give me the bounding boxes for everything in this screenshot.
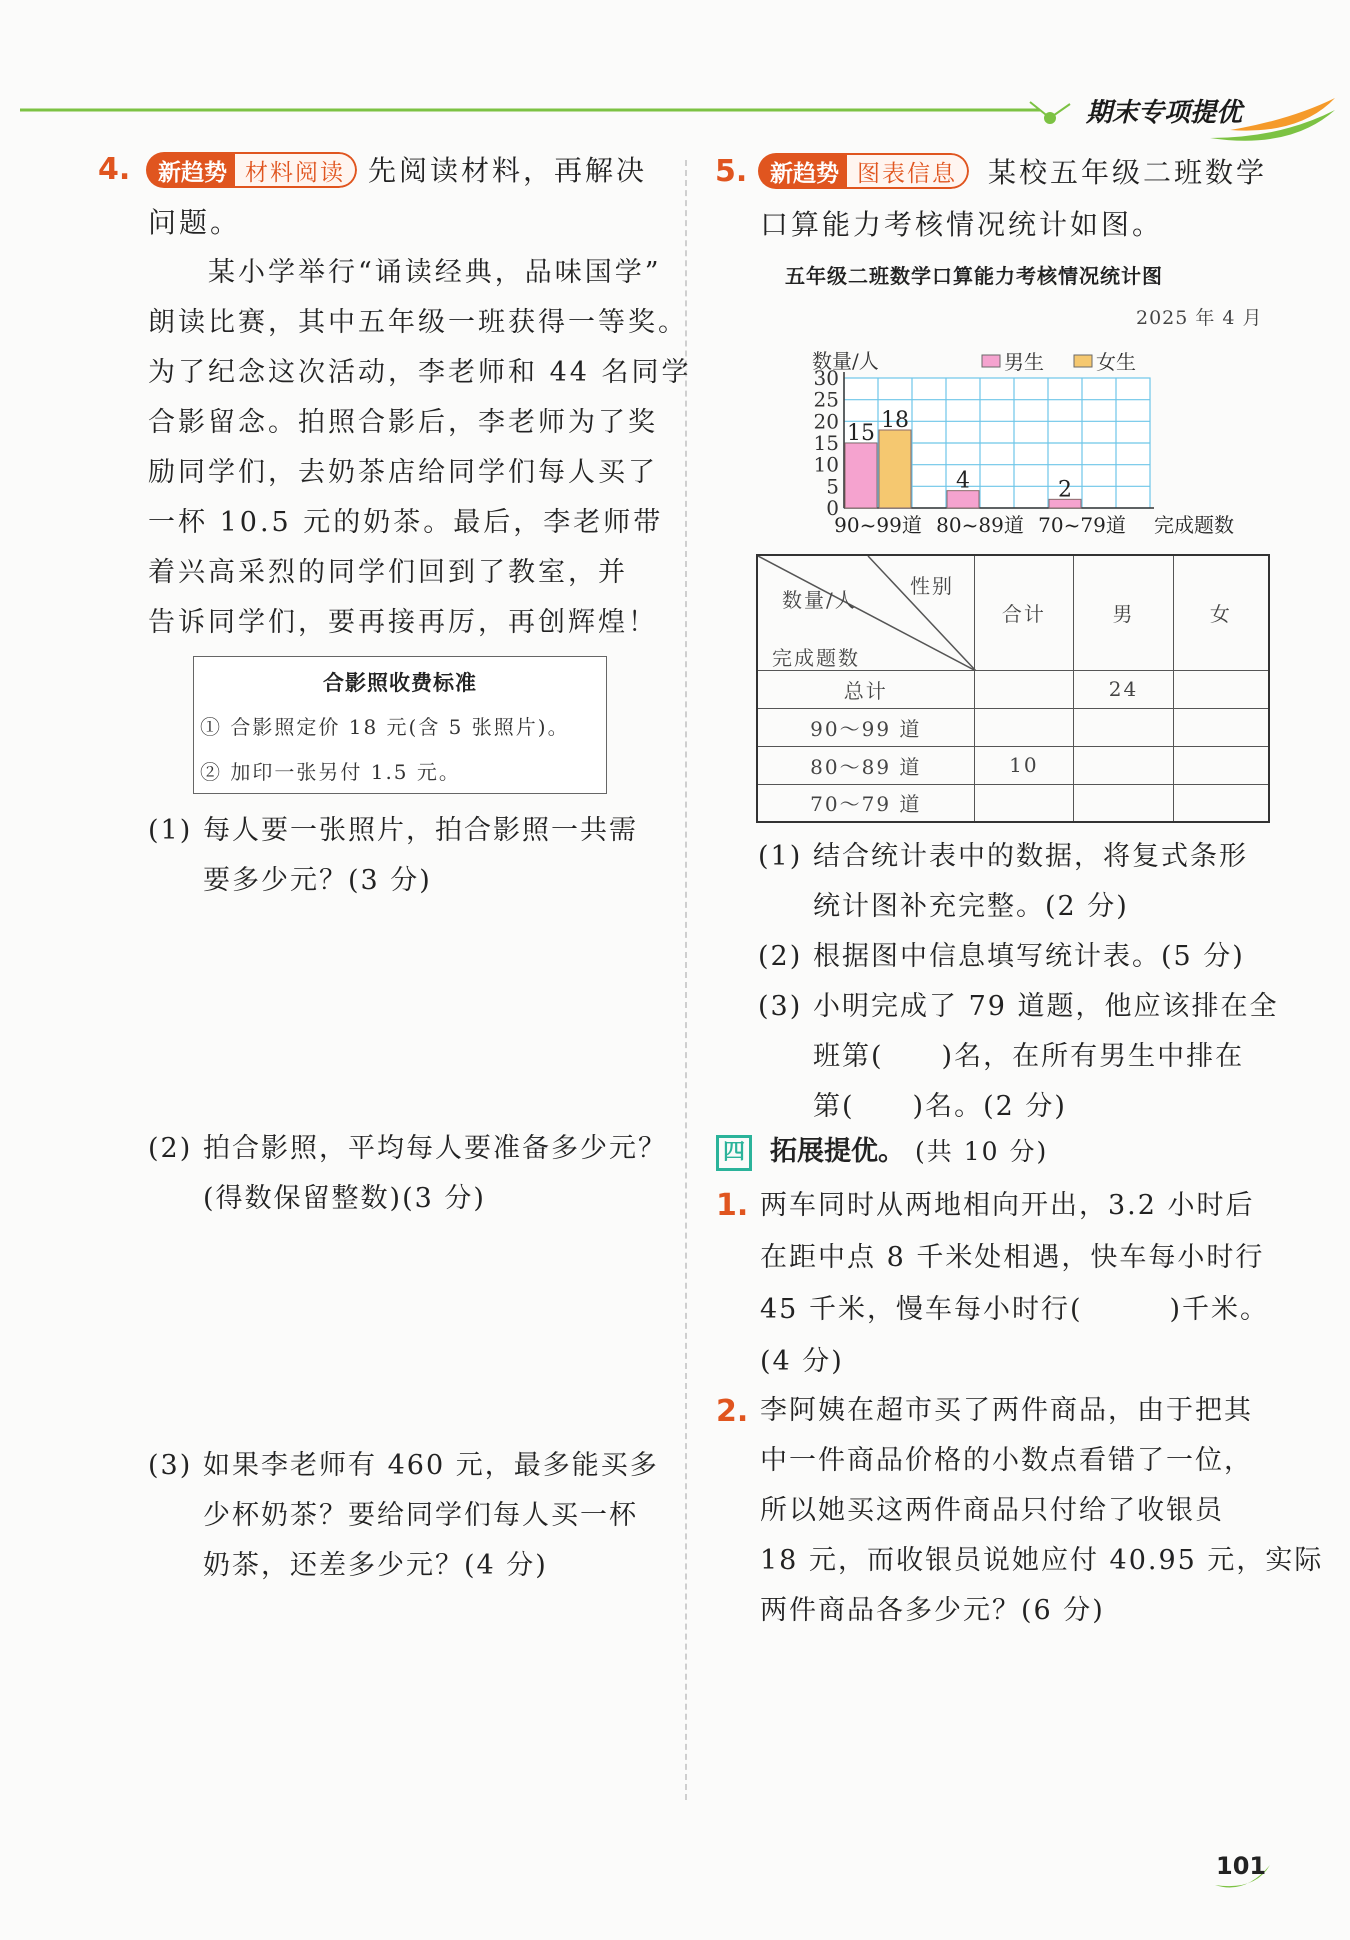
legend-swatch: [1074, 355, 1092, 367]
y-tick-label: 20: [813, 409, 839, 434]
q5-sub1-line2: 统计图补充完整。(2 分): [813, 891, 1129, 922]
material-line: 一杯 10.5 元的奶茶。最后，李老师带: [148, 507, 664, 538]
q5-sub2-line1: 根据图中信息填写统计表。(5 分): [813, 941, 1245, 972]
q4-tag-main: 新趋势: [146, 152, 235, 188]
corner-gender: 性别: [910, 574, 954, 598]
fee-item: ① 合影照定价 18 元(含 5 张照片)。: [200, 715, 570, 739]
data-label: 2: [1058, 477, 1072, 503]
q5-sub3-line2: 班第( )名，在所有男生中排在: [813, 1041, 1245, 1072]
page-number: 101: [1216, 1852, 1267, 1880]
q5-sub3-line3: 第( )名。(2 分): [813, 1091, 1067, 1122]
problem2-text: [760, 1386, 1323, 1636]
fee-box: [193, 656, 607, 794]
bar-female: [879, 430, 911, 508]
q4-intro-line1: 先阅读材料，再解决: [368, 154, 648, 187]
material-line: 某小学举行“诵读经典，品味国学”: [208, 257, 662, 288]
q4-sub3-label: (3): [148, 1450, 193, 1481]
table-cell[interactable]: [1074, 708, 1174, 746]
material-line: 励同学们，去奶茶店给同学们每人买了: [148, 457, 658, 488]
y-axis-label: 数量/人: [812, 349, 879, 373]
table-cell[interactable]: [974, 708, 1074, 746]
q5-sub1-line1: 结合统计表中的数据，将复式条形: [813, 841, 1248, 872]
column-divider: [685, 160, 687, 1800]
problem1-line: 在距中点 8 千米处相遇，快车每小时行: [760, 1242, 1265, 1273]
x-axis-label: 完成题数: [1154, 513, 1234, 537]
q5-tag-main: 新趋势: [758, 153, 847, 189]
table-row: [757, 670, 1269, 708]
q4-sub3-line3: 奶茶，还差多少元？(4 分): [203, 1550, 548, 1581]
legend-swatch: [982, 355, 1000, 367]
problem2-line: 所以她买这两件商品只付给了收银员: [760, 1495, 1224, 1526]
q4-intro-line2: 问题。: [148, 206, 242, 239]
q5-intro-line2: 口算能力考核情况统计如图。: [760, 208, 1164, 241]
legend-label: 女生: [1096, 350, 1136, 374]
table-cell[interactable]: [1173, 784, 1269, 822]
y-tick-label: 15: [813, 431, 839, 455]
section4-points: (共 10 分): [915, 1137, 1049, 1166]
q4-sub3-line2: 少杯奶茶？要给同学们每人买一杯: [203, 1500, 638, 1531]
fee-box-title: 合影照收费标准: [323, 671, 477, 695]
data-label: 15: [847, 421, 875, 446]
table-header: 合计: [974, 555, 1074, 670]
chart-title: 五年级二班数学口算能力考核情况统计图: [785, 264, 1163, 288]
q4-sub1-line2: 要多少元？(3 分): [203, 865, 432, 896]
table-cell[interactable]: [1173, 746, 1269, 784]
row-label: 90～99 道: [757, 708, 974, 746]
q4-material: [148, 248, 692, 648]
row-label: 70～79 道: [757, 784, 974, 822]
fee-item: ② 加印一张另付 1.5 元。: [200, 760, 461, 784]
q5-number: 5.: [715, 154, 748, 189]
q5-sub3-label: (3): [758, 991, 803, 1022]
section-title: 期末专项提优: [1086, 98, 1243, 128]
table-cell[interactable]: [1074, 746, 1174, 784]
q4-tag: [146, 152, 357, 188]
q5-sub2-label: (2): [758, 941, 803, 972]
problem2-line: 18 元，而收银员说她应付 40.95 元，实际: [760, 1545, 1324, 1576]
q4-sub1-label: (1): [148, 815, 193, 846]
q5-tag: [758, 153, 969, 189]
q4-sub2-line1: 拍合影照，平均每人要准备多少元？: [203, 1133, 667, 1164]
section4-title: 拓展提优。: [770, 1136, 905, 1167]
y-tick-label: 25: [813, 387, 839, 412]
problem2-number: 2.: [716, 1394, 749, 1429]
table-cell[interactable]: 10: [974, 746, 1074, 784]
problem1-line: 两车同时从两地相向开出，3.2 小时后: [760, 1190, 1255, 1221]
material-line: 朗读比赛，其中五年级一班获得一等奖。: [148, 307, 688, 338]
y-tick-label: 5: [826, 474, 839, 499]
table-cell[interactable]: [974, 670, 1074, 708]
q5-sub3-line1: 小明完成了 79 道题，他应该排在全: [813, 991, 1279, 1022]
table-header: 女: [1173, 555, 1269, 670]
table-row: [757, 708, 1269, 746]
data-label: 4: [956, 468, 970, 494]
q4-sub2-line2: (得数保留整数)(3 分): [203, 1183, 486, 1214]
material-line: 告诉同学们，要再接再厉，再创辉煌！: [148, 607, 658, 638]
q5-tag-sub: 图表信息: [847, 153, 969, 189]
data-label: 18: [881, 408, 909, 433]
table-cell[interactable]: 24: [1074, 670, 1174, 708]
table-row: [757, 746, 1269, 784]
legend-label: 男生: [1004, 350, 1044, 374]
q5-sub1-label: (1): [758, 841, 803, 872]
bar-chart: [760, 340, 1280, 550]
problem1-line: 45 千米，慢车每小时行( )千米。: [760, 1294, 1270, 1325]
problem2-line: 李阿姨在超市买了两件商品，由于把其: [760, 1395, 1253, 1426]
corner-questions: 完成题数: [772, 646, 860, 670]
corner-count: 数量/人: [782, 588, 857, 612]
table-cell[interactable]: [1173, 670, 1269, 708]
row-label: 80～89 道: [757, 746, 974, 784]
q4-sub3-line1: 如果李老师有 460 元，最多能买多: [203, 1450, 659, 1481]
chart-date: 2025 年 4 月: [1136, 307, 1263, 329]
y-tick-label: 10: [813, 452, 839, 477]
q4-sub1-line1: 每人要一张照片，拍合影照一共需: [203, 815, 638, 846]
q4-tag-sub: 材料阅读: [235, 152, 357, 188]
x-tick-label: 70~79道: [1038, 513, 1126, 537]
x-tick-label: 80~89道: [936, 513, 1024, 537]
problem2-line: 两件商品各多少元？(6 分): [760, 1595, 1105, 1626]
y-tick-label: 30: [813, 366, 839, 390]
section4-badge: 四: [716, 1135, 752, 1171]
problem1-text: [760, 1180, 1269, 1388]
q4-number: 4.: [98, 152, 131, 187]
table-header: 男: [1074, 555, 1174, 670]
table-corner: [757, 555, 974, 670]
problem1-line: (4 分): [760, 1346, 844, 1377]
y-tick-label: 0: [826, 496, 839, 520]
q4-sub2-label: (2): [148, 1133, 193, 1164]
table-cell[interactable]: [974, 784, 1074, 822]
table-row: [757, 784, 1269, 822]
material-line: 着兴高采烈的同学们回到了教室，并: [148, 557, 628, 588]
table-cell[interactable]: [1074, 784, 1174, 822]
material-line: 合影留念。拍照合影后，李老师为了奖: [148, 407, 658, 438]
x-tick-label: 90~99道: [834, 513, 922, 537]
q5-intro-line1: 某校五年级二班数学: [988, 156, 1268, 189]
row-label: 总计: [757, 670, 974, 708]
material-line: 为了纪念这次活动，李老师和 44 名同学: [148, 357, 692, 388]
stat-table: [756, 554, 1270, 823]
table-cell[interactable]: [1173, 708, 1269, 746]
problem2-line: 中一件商品价格的小数点看错了一位，: [760, 1445, 1253, 1476]
bar-male: [845, 443, 877, 508]
problem1-number: 1.: [716, 1188, 749, 1223]
